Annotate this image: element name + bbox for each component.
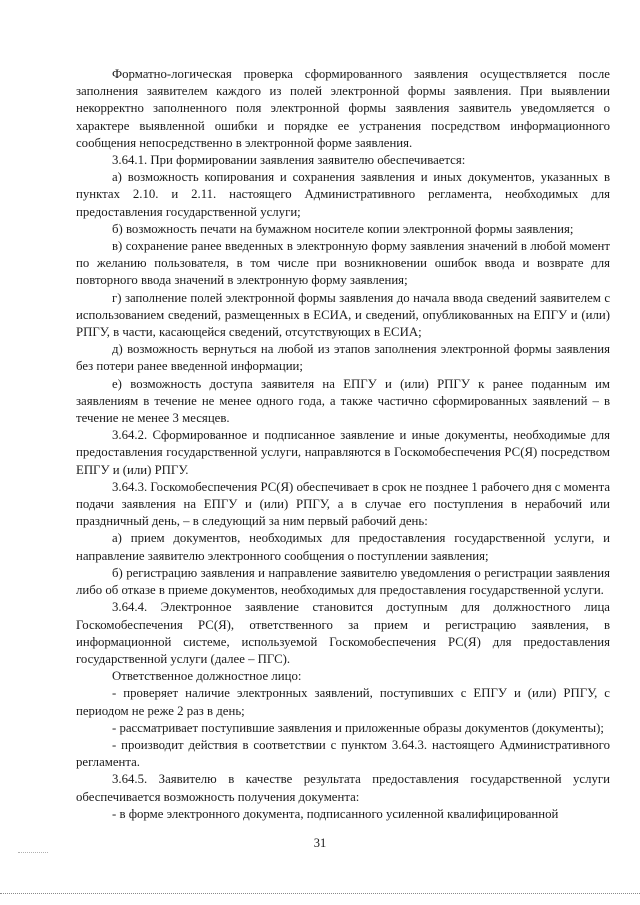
paragraph-item-v-save: в) сохранение ранее введенных в электронную форму заявления значений в любой момент по желанию пользователя, в том числе при возникновении ошибок ввода и возврате для повторного ввода значений в электронную форму заявления; <box>76 239 610 288</box>
paragraph-3-64-5: 3.64.5. Заявителю в качестве результата предоставления государственной услуги обеспечивается возможность получения документа: <box>76 772 610 804</box>
paragraph-item-a-copy: а) возможность копирования и сохранения заявления и иных документов, указанных в пунктах 2.10. и 2.11. настоящего Административного регламента, необходимых для предоставления государственной услуги; <box>76 170 610 219</box>
paragraph-3-64-3-b: б) регистрацию заявления и направление заявителю уведомления о регистрации заявления либо об отказе в приеме документов, необходимых для предоставления государственной услуги. <box>76 565 610 598</box>
scan-artifact-mark <box>18 852 48 853</box>
paragraph-item-g-fill: г) заполнение полей электронной формы заявления до начала ввода сведений заявителем с использованием сведений, размещенных в ЕСИА, и сведений, опубликованных на ЕПГУ и (или) РПГУ, в части, касающейся сведений, отсутствующих в ЕСИА; <box>76 290 610 340</box>
paragraph-3-64-3: 3.64.3. Госкомобеспечения РС(Я) обеспечивает в срок не позднее 1 рабочего дня с момента подачи заявления на ЕПГУ и (или) РПГУ, а в случае его поступления в нерабочий или праздничный день, – в следующий за ним первый рабочий день: <box>76 479 610 529</box>
paragraph-official-actions: - производит действия в соответствии с пунктом 3.64.3. настоящего Административного регламента. <box>76 737 610 770</box>
paragraph-official-heading: Ответственное должностное лицо: <box>112 669 302 684</box>
paragraph-item-d-return: д) возможность вернуться на любой из этапов заполнения электронной формы заявления без потери ранее введенной информации; <box>76 342 610 374</box>
paragraph-item-b-print: б) возможность печати на бумажном носителе копии электронной формы заявления; <box>112 221 574 236</box>
document-body <box>76 66 610 823</box>
paragraph-item-e-access: е) возможность доступа заявителя на ЕПГУ и (или) РПГУ к ранее поданным им заявлениям в течение не менее одного года, а также частично сформированных заявлений – в течение не менее 3 месяцев. <box>76 376 610 426</box>
paragraph-3-64-3-a: а) прием документов, необходимых для предоставления государственной услуги, и направление заявителю электронного сообщения о поступлении заявления; <box>76 531 610 563</box>
paragraph-3-64-2: 3.64.2. Сформированное и подписанное заявление и иные документы, необходимые для предоставления государственной услуги, направляются в Госкомобеспечения РС(Я) посредством ЕПГУ и (или) РПГУ. <box>76 428 610 477</box>
scan-artifact-line <box>0 893 640 894</box>
paragraph-3-64-4: 3.64.4. Электронное заявление становится доступным для должностного лица Госкомобеспечения РС(Я), ответственного за прием и регистрацию заявления, в информационной системе, используемой Госкомобеспечения РС(Я) для предоставления государственной услуги (далее – ПГС). <box>76 600 610 666</box>
paragraph-3-64-1: 3.64.1. При формировании заявления заявителю обеспечивается: <box>112 153 466 168</box>
paragraph-official-review: - рассматривает поступившие заявления и приложенные образы документов (документы); <box>112 720 604 735</box>
paragraph-format-check: Форматно-логическая проверка сформированного заявления осуществляется после заполнения заявителем каждого из полей электронной формы заявления. При выявлении некорректно заполненного поля электронной формы заявления заявитель уведомляется о характере выявленной ошибки и порядке ее устранения посредством информационного сообщения непосредственно в электронной форме заявления. <box>76 67 610 150</box>
page-number: 31 <box>313 836 327 850</box>
paragraph-official-check: - проверяет наличие электронных заявлений, поступивших с ЕПГУ и (или) РПГУ, с периодом не реже 2 раз в день; <box>76 686 610 718</box>
paragraph-electronic-document: - в форме электронного документа, подписанного усиленной квалифицированной <box>112 806 559 821</box>
